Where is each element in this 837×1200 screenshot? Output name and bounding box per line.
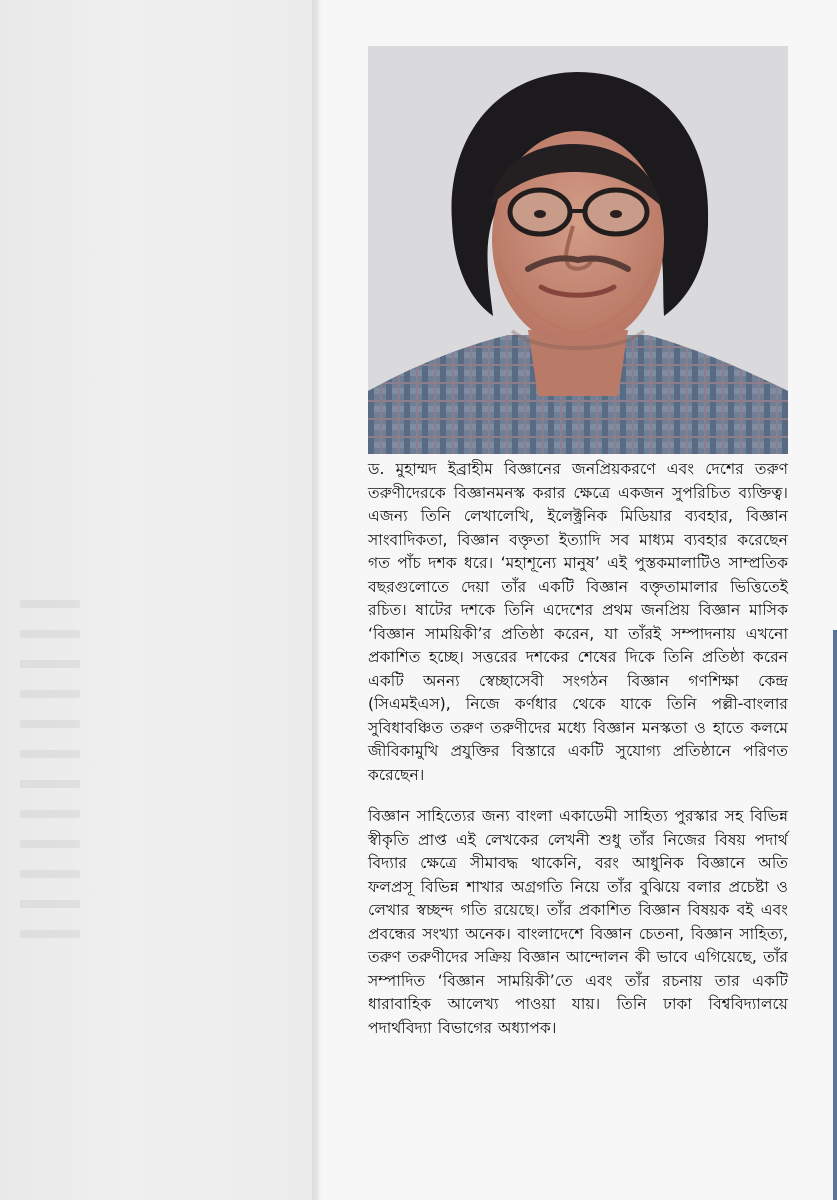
biography-paragraph-2: বিজ্ঞান সাহিত্যের জন্য বাংলা একাডেমী সাহিত্য পুরস্কার সহ বিভিন্ন স্বীকৃতি প্রাপ্ত এই লেখকের লেখনী শুধু তাঁর নিজের বিষয় পদার্থ বিদ্যার ক্ষেত্রে সীমাবদ্ধ থাকেনি, বরং আধুনিক বিজ্ঞানে অতি ফলপ্রসূ বিভিন্ন শাখার অগ্রগতি নিয়ে তাঁর বুঝিয়ে বলার প্রচেষ্টা ও লেখার স্বচ্ছন্দ গতি রয়েছে। তাঁর প্রকাশিত বিজ্ঞান বিষয়ক বই এবং প্রবন্ধের সংখ্যা অনেক। বাংলাদেশে বিজ্ঞান চেতনা, বিজ্ঞান সাহিত্য, তরুণ তরুণীদের সক্রিয় বিজ্ঞান আন্দোলন কী ভাবে এগিয়েছে, তাঁর সম্পাদিত ‘বিজ্ঞান সাময়িকী’তে এবং তাঁর রচনায় তার একটি ধারাবাহিক আলেখ্য পাওয়া যায়। তিনি ঢাকা বিশ্ববিদ্যালয়ে পদার্থবিদ্যা বিভাগের অধ্যাপক। <box>368 807 788 1037</box>
portrait-photo-icon <box>368 46 788 454</box>
author-biography <box>368 458 788 1040</box>
cover-edge-strip <box>833 630 837 1200</box>
page-fold-shadow <box>312 0 322 1200</box>
left-book-flap <box>0 0 318 1200</box>
biography-paragraph-1: ড. মুহাম্মদ ইব্রাহীম বিজ্ঞানের জনপ্রিয়করণে এবং দেশের তরুণ তরুণীদেরকে বিজ্ঞানমনস্ক করার ক্ষেত্রে একজন সুপরিচিত ব্যক্তিত্ব। এজন্য তিনি লেখালেখি, ইলেক্ট্রনিক মিডিয়ার ব্যবহার, বিজ্ঞান সাংবাদিকতা, বিজ্ঞান বক্তৃতা ইত্যাদি সব মাধ্যম ব্যবহার করেছেন গত পাঁচ দশক ধরে। ‘মহাশূন্যে মানুষ’ এই পুস্তকমালাটিও সাম্প্রতিক বছরগুলোতে দেয়া তাঁর একটি বিজ্ঞান বক্তৃতামালার ভিত্তিতেই রচিত। ষাটের দশকে তিনি এদেশের প্রথম জনপ্রিয় বিজ্ঞান মাসিক ‘বিজ্ঞান সাময়িকী’র প্রতিষ্ঠা করেন, যা তাঁরই সম্পাদনায় এখনো প্রকাশিত হচ্ছে। সত্তরের দশকের শেষের দিকে তিনি প্রতিষ্ঠা করেন একটি অনন্য স্বেচ্ছাসেবী সংগঠন বিজ্ঞান গণশিক্ষা কেন্দ্র (সিএমইএস), নিজে কর্ণধার থেকে যাকে তিনি পল্লী-বাংলার সুবিধাবঞ্চিত তরুণ তরুণীদের মধ্যে বিজ্ঞান মনস্কতা ও হাতে কলমে জীবিকামুখি প্রযুক্তির বিস্তারে একটি সুযোগ্য প্রতিষ্ঠানে পরিণত করেছেন। <box>368 460 788 784</box>
author-photo <box>368 46 788 454</box>
faint-show-through-text <box>20 600 80 980</box>
